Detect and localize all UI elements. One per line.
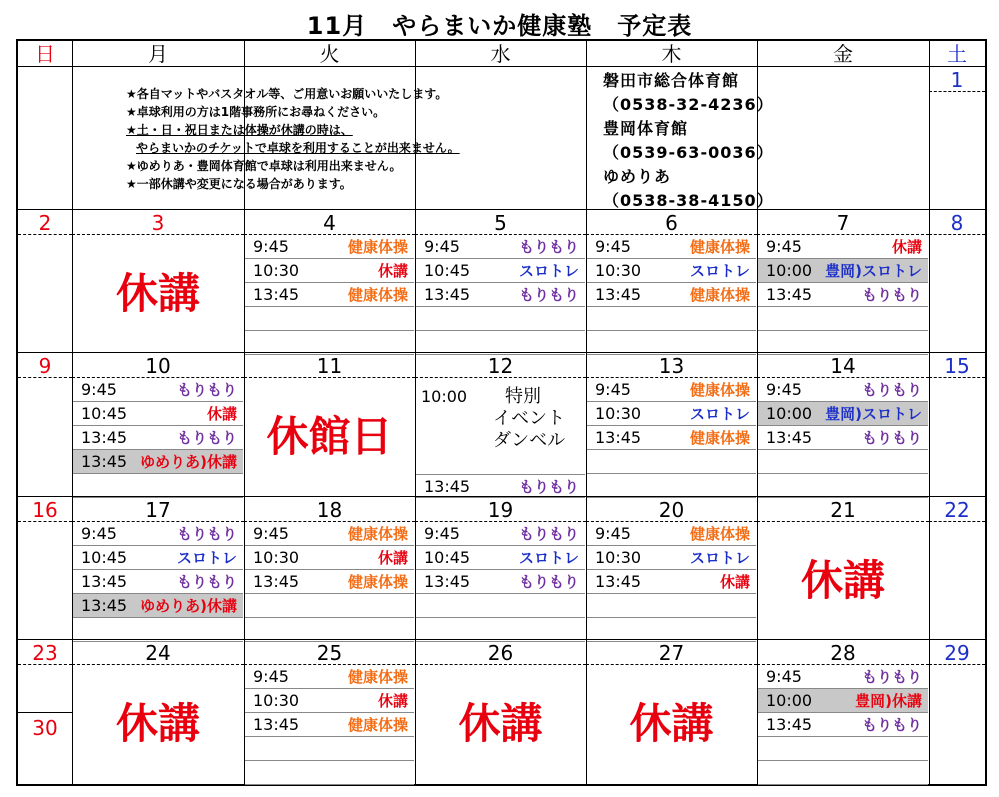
session-time: 10:00 [766, 691, 813, 710]
closed-label: 休講 [458, 699, 543, 748]
session-class: 健康体操 [347, 573, 408, 591]
session-class: スロトレ [689, 549, 750, 567]
note-line: ★土・日・祝日または体操が休講の時は、 [126, 123, 353, 137]
session-class: もりもり [518, 478, 579, 496]
session-class: もりもり [861, 668, 922, 686]
session-class: もりもり [176, 381, 237, 399]
session-time: 9:45 [766, 380, 802, 399]
schedule-row [758, 378, 928, 402]
schedule-row [245, 546, 414, 570]
session-class: 健康体操 [347, 716, 408, 734]
day-number: 4 [244, 211, 415, 235]
session-time: 10:45 [424, 261, 471, 280]
session-class: もりもり [861, 286, 922, 304]
schedule-row [758, 474, 928, 498]
session-time: 13:45 [253, 572, 300, 591]
schedule-row [416, 283, 585, 307]
session-class: もりもり [518, 238, 579, 256]
session-time: 9:45 [424, 237, 460, 256]
special-time: 10:00 [421, 387, 468, 406]
schedule-row [587, 402, 756, 426]
schedule-row [245, 307, 414, 331]
schedule-row [245, 665, 414, 689]
note-line: ★各自マットやバスタオル等、ご用意いお願いいたします。 [126, 87, 448, 101]
session-class: 豊岡)休講 [855, 692, 922, 710]
session-time: 9:45 [253, 237, 289, 256]
day-number: 21 [757, 498, 929, 522]
session-time: 13:45 [81, 428, 128, 447]
schedule-row [587, 450, 756, 474]
session-time: 9:45 [81, 524, 117, 543]
session-time: 9:45 [253, 524, 289, 543]
session-class: 健康体操 [347, 525, 408, 543]
day-number: 7 [757, 211, 929, 235]
venue-name: 磐田市総合体育館 [603, 71, 740, 90]
session-class: ゆめりあ)休講 [140, 453, 237, 471]
schedule-row [245, 689, 414, 713]
day-number: 15 [929, 354, 985, 378]
session-time: 13:45 [766, 285, 813, 304]
session-class: 健康体操 [689, 286, 750, 304]
schedule-row [587, 618, 756, 642]
session-class: 健康体操 [689, 381, 750, 399]
session-class: 健康体操 [689, 238, 750, 256]
schedule-row [587, 283, 756, 307]
session-time: 10:30 [253, 548, 300, 567]
session-class: もりもり [861, 716, 922, 734]
closed-label: 休講 [629, 699, 714, 748]
schedule-row [245, 594, 414, 618]
schedule-row [245, 737, 414, 761]
schedule-row [758, 665, 928, 689]
day-number: 9 [18, 354, 72, 378]
special-line: イベント [493, 408, 565, 429]
weekday-sun: 日 [35, 42, 55, 66]
schedule-row [73, 546, 243, 570]
schedule-row [587, 235, 756, 259]
day-number: 22 [929, 498, 985, 522]
grid-line [18, 712, 72, 713]
session-time: 9:45 [766, 237, 802, 256]
session-time: 10:45 [424, 548, 471, 567]
session-class: もりもり [861, 381, 922, 399]
day-number: 24 [72, 641, 244, 665]
session-time: 13:45 [766, 715, 813, 734]
session-class: もりもり [518, 286, 579, 304]
day-number: 6 [586, 211, 757, 235]
session-time: 13:45 [424, 477, 471, 496]
schedule-row [416, 331, 585, 355]
schedule-row [758, 331, 928, 355]
schedule-row [416, 570, 585, 594]
schedule-row [758, 761, 928, 785]
schedule-row [416, 259, 585, 283]
schedule-row [587, 522, 756, 546]
schedule-row [416, 618, 585, 642]
day-number: 1 [929, 68, 985, 92]
schedule-row [587, 474, 756, 498]
grid-line [929, 41, 930, 784]
schedule-row [73, 618, 243, 642]
schedule-row [245, 235, 414, 259]
schedule-row [758, 283, 928, 307]
notes-block [126, 85, 460, 193]
grid-line [18, 209, 985, 210]
session-time: 13:45 [424, 572, 471, 591]
schedule-row [245, 761, 414, 785]
session-time: 13:45 [81, 452, 128, 471]
session-class: スロトレ [689, 405, 750, 423]
venue-phone: （0538-38-4150） [603, 191, 774, 210]
session-time: 9:45 [595, 380, 631, 399]
schedule-row [245, 331, 414, 355]
venue-name: 豊岡体育館 [603, 119, 689, 138]
session-time: 10:30 [595, 404, 642, 423]
day-number: 30 [32, 716, 58, 740]
session-class: 健康体操 [689, 429, 750, 447]
calendar-grid [16, 39, 987, 786]
session-class: 健康体操 [347, 238, 408, 256]
schedule-row [758, 737, 928, 761]
schedule-row [587, 307, 756, 331]
schedule-row [416, 522, 585, 546]
weekday-fri: 金 [833, 42, 853, 66]
day-number: 23 [18, 641, 72, 665]
page-title: 11月 やらまいか健康塾 予定表 [306, 12, 693, 40]
day-number: 25 [244, 641, 415, 665]
day-number: 5 [415, 211, 586, 235]
schedule-row [73, 570, 243, 594]
special-line: ダンベル [493, 430, 566, 451]
schedule-row [587, 378, 756, 402]
schedule-row [587, 259, 756, 283]
closed-label: 休講 [800, 556, 885, 605]
note-line: ★一部休講や変更になる場合があります。 [126, 177, 352, 191]
session-time: 10:30 [253, 691, 300, 710]
day-number: 29 [929, 641, 985, 665]
session-time: 9:45 [766, 667, 802, 686]
session-time: 10:00 [766, 404, 813, 423]
schedule-row [73, 522, 243, 546]
closed-label: 休講 [115, 699, 200, 748]
session-class: もりもり [176, 525, 237, 543]
day-number: 12 [415, 354, 586, 378]
weekday-thu: 木 [661, 42, 682, 66]
day-number: 13 [586, 354, 757, 378]
schedule-row [758, 235, 928, 259]
day-number: 8 [929, 211, 985, 235]
day-number: 27 [586, 641, 757, 665]
note-line: やらまいかのチケットで卓球を利用することが出来ません。 [136, 141, 460, 155]
session-class: 休講 [206, 405, 237, 423]
note-line: ★ゆめりあ・豊岡体育館で卓球は利用出来ません。 [126, 159, 402, 173]
session-class: スロトレ [518, 262, 579, 280]
session-time: 10:00 [766, 261, 813, 280]
note-line: ★卓球利用の方は1階事務所にお尋ねください。 [126, 105, 386, 119]
schedule-row [587, 570, 756, 594]
session-class: もりもり [176, 573, 237, 591]
schedule-row [73, 450, 243, 474]
session-time: 9:45 [595, 524, 631, 543]
session-time: 13:45 [595, 285, 642, 304]
session-time: 13:45 [595, 572, 642, 591]
schedule-row [245, 283, 414, 307]
session-time: 10:30 [253, 261, 300, 280]
schedule-row [758, 689, 928, 713]
session-time: 13:45 [81, 596, 128, 615]
day-number: 3 [72, 211, 244, 235]
session-time: 9:45 [253, 667, 289, 686]
session-class: もりもり [518, 573, 579, 591]
schedule-row [758, 307, 928, 331]
closed-label: 休講 [115, 269, 200, 318]
day-number: 26 [415, 641, 586, 665]
venue-phone: （0539-63-0036） [603, 143, 774, 162]
weekday-mon: 月 [148, 42, 168, 66]
session-time: 9:45 [81, 380, 117, 399]
session-time: 10:45 [81, 404, 128, 423]
contact-block [603, 69, 774, 213]
session-time: 10:30 [595, 548, 642, 567]
session-class: 休講 [719, 573, 750, 591]
schedule-row [758, 426, 928, 450]
session-time: 13:45 [424, 285, 471, 304]
session-class: 豊岡)スロトレ [825, 262, 922, 280]
session-class: 休講 [377, 692, 408, 710]
special-line: 特別 [505, 386, 541, 407]
session-class: スロトレ [176, 549, 237, 567]
session-class: もりもり [176, 429, 237, 447]
session-class: 豊岡)スロトレ [825, 405, 922, 423]
weekday-tue: 火 [319, 42, 340, 66]
session-class: 休講 [377, 549, 408, 567]
schedule-row [416, 474, 585, 498]
weekday-sat: 土 [947, 42, 967, 66]
schedule-row [245, 259, 414, 283]
venue-phone: （0538-32-4236） [603, 95, 774, 114]
schedule-row [73, 474, 243, 498]
day-number: 20 [586, 498, 757, 522]
day-number: 19 [415, 498, 586, 522]
schedule-row [758, 450, 928, 474]
schedule-row [245, 713, 414, 737]
session-time: 13:45 [595, 428, 642, 447]
session-time: 13:45 [81, 572, 128, 591]
session-class: スロトレ [689, 262, 750, 280]
session-class: 健康体操 [347, 668, 408, 686]
day-number: 10 [72, 354, 244, 378]
schedule-row [245, 570, 414, 594]
session-time: 9:45 [595, 237, 631, 256]
schedule-row [416, 594, 585, 618]
day-number: 18 [244, 498, 415, 522]
schedule-row [758, 259, 928, 283]
schedule-row [245, 522, 414, 546]
schedule-row [416, 546, 585, 570]
session-time: 10:45 [81, 548, 128, 567]
schedule-row [587, 426, 756, 450]
session-time: 13:45 [766, 428, 813, 447]
day-number: 11 [244, 354, 415, 378]
schedule-row [73, 594, 243, 618]
weekday-wed: 水 [490, 42, 511, 66]
session-class: 休講 [891, 238, 922, 256]
session-time: 10:30 [595, 261, 642, 280]
day-number: 14 [757, 354, 929, 378]
schedule-row [587, 331, 756, 355]
day-number: 28 [757, 641, 929, 665]
session-time: 9:45 [424, 524, 460, 543]
holiday-label: 休館日 [266, 412, 393, 461]
schedule-row [587, 594, 756, 618]
schedule-row [416, 235, 585, 259]
session-class: 健康体操 [689, 525, 750, 543]
schedule-row [587, 546, 756, 570]
venue-name: ゆめりあ [603, 167, 672, 186]
session-time: 13:45 [253, 715, 300, 734]
day-number: 17 [72, 498, 244, 522]
session-time: 13:45 [253, 285, 300, 304]
day-number: 16 [18, 498, 72, 522]
schedule-row [758, 713, 928, 737]
session-class: もりもり [518, 525, 579, 543]
schedule-row [73, 402, 243, 426]
schedule-row [758, 402, 928, 426]
session-class: ゆめりあ)休講 [140, 597, 237, 615]
session-class: スロトレ [518, 549, 579, 567]
schedule-row [245, 618, 414, 642]
schedule-row [73, 378, 243, 402]
schedule-row [416, 307, 585, 331]
session-class: 休講 [377, 262, 408, 280]
session-class: 健康体操 [347, 286, 408, 304]
schedule-row [73, 426, 243, 450]
day-number: 2 [18, 211, 72, 235]
session-class: もりもり [861, 429, 922, 447]
